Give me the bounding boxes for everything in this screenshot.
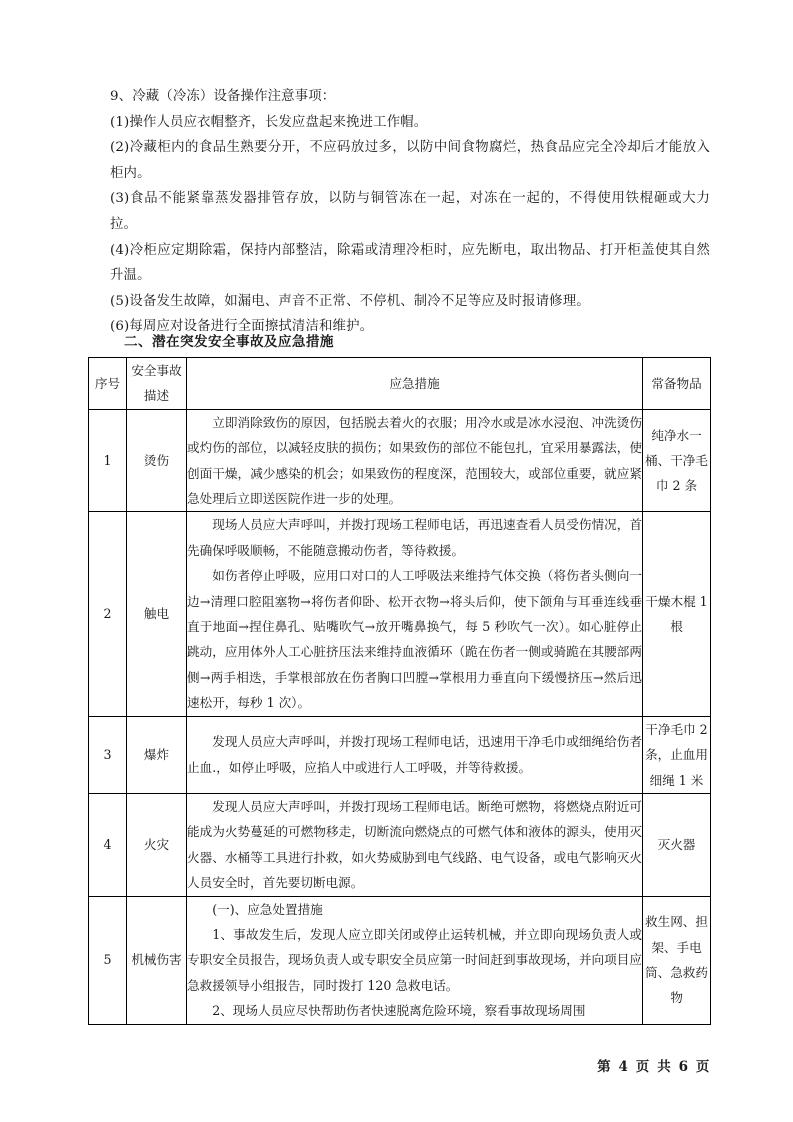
emergency-measures-table bbox=[88, 357, 711, 1025]
row-description: 机械伤害 bbox=[127, 896, 187, 1024]
page-footer: 第 4 页 共 6 页 bbox=[597, 1059, 711, 1075]
row-items: 灭火器 bbox=[643, 793, 711, 896]
row-measures bbox=[187, 409, 643, 512]
measure-paragraph: 立即消除致伤的原因，包括脱去着火的衣服；用冷水或是冰水浸泡、冲洗烫伤或灼伤的部位，以减轻皮肤的损伤；如果致伤的部位不能包扎，宜采用暴露法，使创面干燥，减少感染的机会；如果致伤的程度深，范围较大，或部位重要，就应紧急处理后立即送医院作进一步的处理。 bbox=[187, 414, 642, 507]
row-items: 救生网、担架、手电筒、急救药物 bbox=[643, 896, 711, 1024]
measure-paragraph: (一)、应急处置措施 bbox=[212, 901, 323, 917]
row-items: 干燥木棍 1 根 bbox=[643, 512, 711, 716]
intro-item-5: (5)设备发生故障，如漏电、声音不正常、不停机、制冷不足等应及时报请修理。 bbox=[110, 293, 590, 309]
table-row bbox=[89, 409, 711, 512]
row-no: 2 bbox=[89, 512, 127, 716]
row-description: 火灾 bbox=[127, 793, 187, 896]
table-row bbox=[89, 793, 711, 896]
table-row bbox=[89, 716, 711, 793]
measure-paragraph: 2、现场人员应尽快帮助伤者快速脱离危险环境，察看事故现场周围 bbox=[212, 1003, 586, 1019]
header-description: 安全事故描述 bbox=[127, 358, 187, 410]
row-items: 纯净水一桶、干净毛巾 2 条 bbox=[643, 409, 711, 512]
row-measures bbox=[187, 896, 643, 1024]
header-measures: 应急措施 bbox=[187, 358, 643, 410]
row-no: 1 bbox=[89, 409, 127, 512]
section-heading: 二、潜在突发安全事故及应急措施 bbox=[124, 334, 334, 350]
table-row bbox=[89, 512, 711, 716]
measure-paragraph: 现场人员应大声呼叫，并拨打现场工程师电话，再迅速查看人员受伤情况，首先确保呼吸顺畅，不能随意搬动伤者，等待救援。 bbox=[187, 517, 642, 558]
intro-item-6: (6)每周应对设备进行全面擦拭清洁和维护。 bbox=[110, 319, 374, 335]
row-no: 3 bbox=[89, 716, 127, 793]
measure-paragraph: 1、事故发生后，发现人应立即关闭或停止运转机械，并立即向现场负责人或专职安全员报告，现场负责人或专职安全员应第一时间赶到事故现场，并向项目应急救援领导小组报告，同时拨打 120 急救电话。 bbox=[187, 926, 642, 993]
row-no: 4 bbox=[89, 793, 127, 896]
intro-item-2: (2)冷藏柜内的食品生熟要分开，不应码放过多，以防中间食物腐烂，热食品应完全冷却后才能放入柜内。 bbox=[110, 140, 710, 181]
intro-item-4: (4)冷柜应定期除霜，保持内部整洁，除霜或清理冷柜时，应先断电，取出物品、打开柜盖使其自然升温。 bbox=[110, 242, 710, 284]
table-row bbox=[89, 896, 711, 1024]
measure-paragraph: 发现人员应大声呼叫，并拨打现场工程师电话，迅速用干净毛巾或细绳给伤者止血.，如停止呼吸，应掐人中或进行人工呼吸，并等待救援。 bbox=[187, 734, 642, 775]
row-description: 触电 bbox=[127, 512, 187, 716]
row-description: 爆炸 bbox=[127, 716, 187, 793]
row-no: 5 bbox=[89, 896, 127, 1024]
intro-heading: 9、冷藏（冷冻）设备操作注意事项： bbox=[110, 89, 336, 104]
intro-section bbox=[110, 84, 710, 340]
header-no: 序号 bbox=[89, 358, 127, 410]
row-items: 干净毛巾 2 条，止血用细绳 1 米 bbox=[643, 716, 711, 793]
intro-item-3: (3)食品不能紧靠蒸发器排管存放，以防与铜管冻在一起，对冻在一起的，不得使用铁棍砸或大力拉。 bbox=[110, 191, 710, 232]
row-description: 烫伤 bbox=[127, 409, 187, 512]
measure-paragraph: 发现人员应大声呼叫，并拨打现场工程师电话。断绝可燃物，将燃烧点附近可能成为火势蔓延的可燃物移走，切断流向燃烧点的可燃气体和液体的源头，使用灭火器、水桶等工具进行扑救，如火势威胁到电气线路、电气设备，或电气影响灭火人员安全时，首先要切断电源。 bbox=[187, 798, 642, 891]
row-measures bbox=[187, 716, 643, 793]
measure-paragraph: 如伤者停止呼吸，应用口对口的人工呼吸法来维持气体交换（将伤者头侧向一边→清理口腔阻塞物→将伤者仰卧、松开衣物→将头后仰，使下颌角与耳垂连线垂直于地面→捏住鼻孔、贴嘴吹气→放开嘴鼻换气，每 5 秒吹气一次）。如心脏停止跳动，应用体外人工心脏挤压法来维持血液循环（跪在伤者一侧或骑跪在其腰部两侧→两手相迭，手掌根部放在伤者胸口凹膛→掌根用力垂直向下缓慢挤压→然后迅速松开，每秒 1 次）。 bbox=[187, 568, 642, 711]
row-measures bbox=[187, 512, 643, 716]
intro-item-1: (1)操作人员应衣帽整齐，长发应盘起来挽进工作帽。 bbox=[110, 114, 428, 130]
row-measures bbox=[187, 793, 643, 896]
table-header-row bbox=[89, 358, 711, 410]
header-items: 常备物品 bbox=[643, 358, 711, 410]
